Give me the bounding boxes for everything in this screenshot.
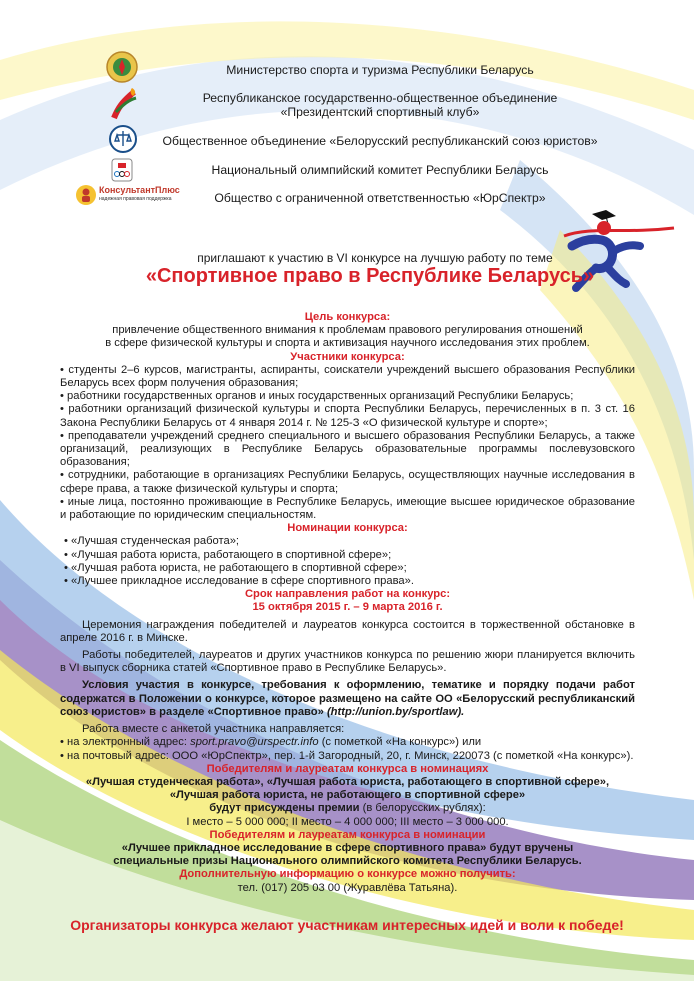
- submission-email-note: (с пометкой «На конкурс») или: [321, 736, 482, 749]
- contest-title: «Спортивное право в Республике Беларусь»: [145, 265, 595, 287]
- org-presidential-club-line2: «Президентский спортивный клуб»: [280, 105, 480, 119]
- consultant-plus-logo: [75, 184, 185, 208]
- goal-line-2: в сфере физической культуры и спорта и активизация научного исследования этих проблем.: [105, 337, 590, 350]
- deadline-dates: 15 октября 2015 г. – 9 марта 2016 г.: [252, 601, 443, 614]
- prizes-awarded-line: [60, 802, 635, 815]
- contact-heading: Дополнительную информацию о конкурсе можно получить:: [179, 868, 516, 881]
- prizes-amounts: I место – 5 000 000; II место – 4 000 000; III место – 3 000 000.: [186, 815, 509, 828]
- goal-line-1: привлечение общественного внимания к проблемам правового регулирования отношений: [112, 324, 583, 337]
- participant-item: • сотрудники, работающие в организациях Республики Беларусь, осуществляющих научные исследования в сфере права, а также физической культуры и спорта;: [60, 469, 635, 495]
- conditions-body: Условия участия в конкурсе, требования к оформлению, тематике и порядку подачи работ содержатся в Положении о конкурсе, которое размещено на сайте ОО «Белорусский республиканский союз юристов» в разделе «Спортивное право»: [60, 679, 635, 718]
- submission-email-link[interactable]: sport.pravo@urspectr.info: [190, 736, 319, 749]
- participant-item: • работники организаций физической культуры и спорта Республики Беларусь, перечисленных в п. 3 ст. 16 Закона Республики Беларусь от 4 января 2014 г. № 125-З «О физической культуре и спорте»;: [60, 403, 635, 429]
- prizes-nominations-line-1: «Лучшая студенческая работа», «Лучшая работа юриста, работающего в спортивной сфере»,: [85, 775, 610, 788]
- org-ministry: Министерство спорта и туризма Республики Беларусь: [226, 63, 534, 77]
- org-yurspektr: Общество с ограниченной ответственностью «ЮрСпектр»: [214, 191, 546, 205]
- nomination-item: • «Лучшая студенческая работа»;: [64, 535, 240, 548]
- submission-email-label: • на электронный адрес:: [60, 736, 187, 749]
- nomination-item: • «Лучшая работа юриста, не работающего в спортивной сфере»;: [64, 561, 407, 574]
- lawyers-union-emblem-icon: [108, 124, 138, 154]
- closing-message: Организаторы конкурса желают участникам интересных идей и воли к победе!: [70, 917, 624, 933]
- org-lawyers-union: Общественное объединение «Белорусский республиканский союз юристов»: [162, 134, 598, 148]
- consultant-logo-subtext: надежная правовая поддержка: [99, 196, 172, 202]
- nomination-item: • «Лучшее прикладное исследование в сфере спортивного права».: [64, 575, 414, 588]
- submission-mail-line: • на почтовый адрес: ООО «ЮрСпектр», пер. 1-й Загородный, 20, г. Минск, 220073 (с пометкой «На конкурс»).: [60, 749, 634, 762]
- participant-item: • работники государственных органов и иных государственных организаций Республики Беларусь;: [60, 390, 574, 403]
- prizes-nominations-line-2: «Лучшая работа юриста, не работающего в спортивной сфере»: [169, 789, 526, 802]
- consultant-figure-icon: [75, 184, 97, 206]
- consultant-logo-text: КонсультантПлюс: [99, 185, 180, 195]
- special-heading: Победителям и лауреатам конкурса в номинации: [209, 828, 486, 841]
- prizes-awarded: будут присуждены премии: [209, 802, 360, 815]
- main-content: [60, 311, 635, 895]
- special-line-2: специальные призы Национального олимпийского комитета Республики Беларусь.: [113, 855, 582, 868]
- prizes-currency: (в белорусских рублях):: [362, 802, 486, 815]
- submission-email-line: [60, 736, 635, 749]
- goal-heading: Цель конкурса:: [304, 311, 391, 323]
- participant-item: • иные лица, постоянно проживающие в Республике Беларусь, имеющие высшее юридическое образование и работающие по юридическим специальностям.: [60, 495, 635, 522]
- publication-text: Работы победителей, лауреатов и других участников конкурса по решению жюри планируется включить в VI выпуск сборника статей «Спортивное право в Республике Беларусь».: [60, 649, 635, 675]
- participants-heading: Участники конкурса:: [290, 350, 405, 363]
- conditions-link[interactable]: (http://union.by/sportlaw).: [326, 705, 465, 718]
- torch-emblem-icon: [108, 84, 140, 122]
- ceremony-text: Церемония награждения победителей и лауреатов конкурса состоится в торжественной обстановке в апреле 2016 г. в Минске.: [60, 618, 635, 644]
- invite-text: приглашают к участию в VI конкурсе на лучшую работу по теме: [197, 251, 553, 265]
- ministry-emblem-icon: [104, 50, 140, 84]
- olympic-committee-emblem-icon: [110, 157, 134, 183]
- special-line-1: «Лучшее прикладное исследование в сфере спортивного права» будут вручены: [121, 841, 574, 854]
- org-presidential-club-line1: Республиканское государственно-общественное объединение: [202, 91, 558, 105]
- participant-item: • студенты 2–6 курсов, магистранты, аспиранты, соискатели учреждений высшего образования Республики Беларусь всех форм получения образования;: [60, 363, 635, 390]
- submission-intro: Работа вместе с анкетой участника направляется:: [82, 723, 345, 736]
- org-olympic-committee: Национальный олимпийский комитет Республики Беларусь: [211, 163, 549, 177]
- conditions-text: [60, 679, 635, 719]
- nominations-heading: Номинации конкурса:: [287, 522, 408, 535]
- nomination-item: • «Лучшая работа юриста, работающего в спортивной сфере»;: [64, 548, 392, 561]
- contact-phone: тел. (017) 205 03 00 (Журавлёва Татьяна).: [237, 881, 458, 894]
- participant-item: • преподаватели учреждений среднего специального и высшего образования Республики Беларусь, а также организаций, реализующих в Республике Беларусь образовательные программы послевузовского образования;: [60, 429, 635, 469]
- prizes-heading: Победителям и лауреатам конкурса в номинациях: [206, 762, 489, 775]
- deadline-heading: Срок направления работ на конкурс:: [244, 588, 451, 601]
